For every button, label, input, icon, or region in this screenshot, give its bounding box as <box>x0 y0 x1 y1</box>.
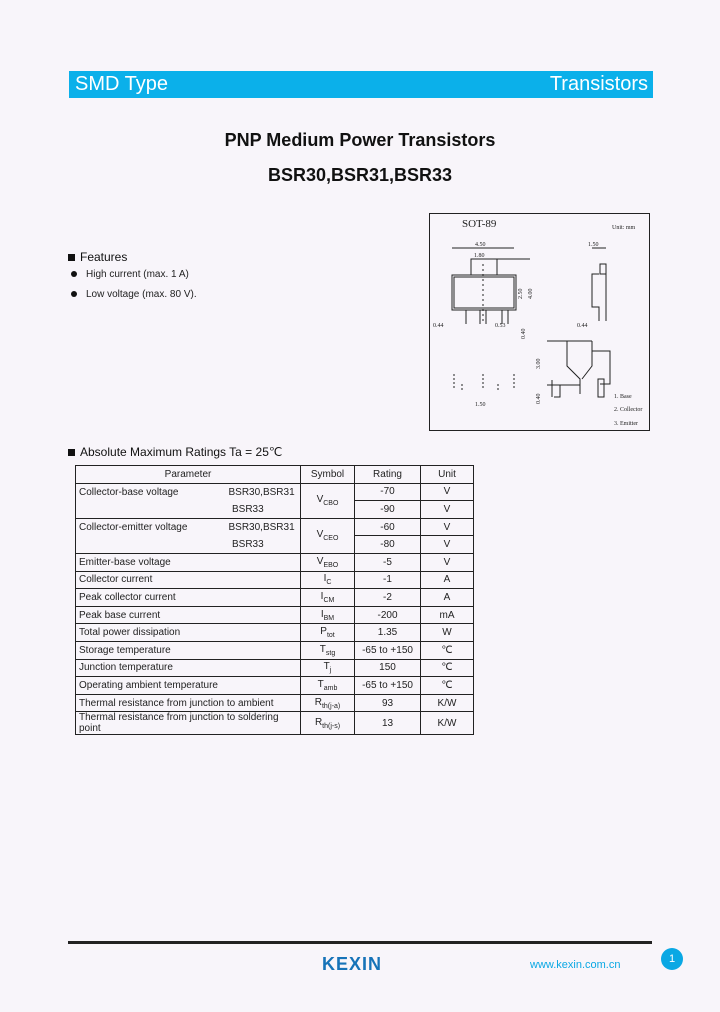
ratings-table <box>75 465 474 735</box>
unit-cell: V <box>421 553 474 571</box>
rating-cell: -65 to +150 <box>355 677 421 695</box>
symbol-cell <box>301 518 355 553</box>
dim-label: 0.40 <box>521 328 527 339</box>
dim-label: 1.50 <box>588 242 599 248</box>
symbol-cell <box>301 483 355 518</box>
unit-cell: K/W <box>421 694 474 712</box>
variant: BSR33 <box>76 536 301 554</box>
feature-item <box>71 269 189 280</box>
unit-cell: ℃ <box>421 659 474 677</box>
dim-label: 4.00 <box>528 288 534 299</box>
unit-cell: W <box>421 624 474 642</box>
package-name: SOT-89 <box>462 218 497 230</box>
symbol: V <box>316 529 324 541</box>
symbol: T <box>319 643 326 655</box>
kexin-logo: KEXIN <box>322 954 383 974</box>
parameter-cell: Collector current <box>76 571 301 589</box>
dim-label: 1.80 <box>474 253 485 259</box>
rating-cell: -5 <box>355 553 421 571</box>
bullet-icon <box>71 291 77 297</box>
symbol-cell <box>301 553 355 571</box>
header-category: Transistors <box>549 73 648 95</box>
symbol-subscript: CBO <box>323 500 339 508</box>
table-row <box>76 501 474 519</box>
symbol: T <box>323 661 330 673</box>
ratings-heading <box>68 445 282 459</box>
table-row <box>76 571 474 589</box>
parameter-cell <box>76 483 301 501</box>
rating-cell: -1 <box>355 571 421 589</box>
symbol-cell <box>301 589 355 607</box>
symbol-cell <box>301 659 355 677</box>
parameter-cell: Total power dissipation <box>76 624 301 642</box>
page-number: 1 <box>661 948 683 970</box>
symbol: P <box>320 626 327 638</box>
rating-cell: 1.35 <box>355 624 421 642</box>
symbol: R <box>314 696 322 708</box>
rating-cell: -90 <box>355 501 421 519</box>
part-numbers: BSR30,BSR31,BSR33 <box>267 165 453 185</box>
dim-label: 2.50 <box>518 288 524 299</box>
table-row <box>76 677 474 695</box>
column-header: Parameter <box>76 466 301 484</box>
rating-cell: -70 <box>355 483 421 501</box>
features-heading <box>68 250 127 264</box>
unit-cell: A <box>421 589 474 607</box>
table-row <box>76 553 474 571</box>
table-row <box>76 694 474 712</box>
symbol: I <box>323 573 327 585</box>
parameter-cell: Emitter-base voltage <box>76 553 301 571</box>
rating-cell: 93 <box>355 694 421 712</box>
variant: BSR30,BSR31 <box>228 486 295 498</box>
parameter-cell: Storage temperature <box>76 641 301 659</box>
parameter-cell: Operating ambient temperature <box>76 677 301 695</box>
table-row <box>76 659 474 677</box>
symbol-subscript: BM <box>323 614 335 622</box>
rating-cell: -60 <box>355 518 421 536</box>
dim-label: 3.00 <box>536 358 542 369</box>
parameter: Collector-emitter voltage <box>79 521 188 533</box>
unit-cell: V <box>421 536 474 554</box>
table-row <box>76 712 474 735</box>
table-row <box>76 606 474 624</box>
parameter-cell <box>76 518 301 536</box>
table-row <box>76 641 474 659</box>
parameter-cell: Junction temperature <box>76 659 301 677</box>
rating-cell: -2 <box>355 589 421 607</box>
symbol-cell <box>301 694 355 712</box>
column-header: Rating <box>355 466 421 484</box>
dim-label: 0.53 <box>495 323 506 329</box>
pin-label: 1. Base <box>614 394 632 400</box>
unit-cell: V <box>421 518 474 536</box>
symbol-subscript: amb <box>323 684 338 692</box>
table-row <box>76 624 474 642</box>
symbol-subscript: j <box>329 667 332 675</box>
symbol: I <box>320 608 324 620</box>
rating-cell: -65 to +150 <box>355 641 421 659</box>
dim-label: 0.44 <box>433 323 444 329</box>
symbol: V <box>316 494 324 506</box>
symbol-cell <box>301 641 355 659</box>
parameter: Collector-base voltage <box>79 486 179 498</box>
unit-cell: V <box>421 501 474 519</box>
parameter-cell: Peak collector current <box>76 589 301 607</box>
symbol: V <box>316 555 324 567</box>
website-link[interactable]: www.kexin.com.cn <box>530 959 621 971</box>
unit-cell: mA <box>421 606 474 624</box>
footer-divider <box>68 941 652 944</box>
symbol-subscript: th(j-a) <box>321 702 341 710</box>
parameter-cell: Thermal resistance from junction to ambient <box>76 694 301 712</box>
square-bullet-icon <box>68 254 75 261</box>
unit-label: Unit: mm <box>612 225 636 231</box>
symbol-cell <box>301 712 355 735</box>
symbol-subscript: C <box>326 579 332 587</box>
dim-label: 4.50 <box>475 242 486 248</box>
document-title: PNP Medium Power Transistors <box>224 130 496 150</box>
symbol-subscript: CEO <box>323 535 339 543</box>
features-heading-text: Features <box>80 250 128 264</box>
unit-cell: K/W <box>421 712 474 735</box>
feature-text: High current (max. 1 A) <box>86 269 189 280</box>
unit-cell: V <box>421 483 474 501</box>
header-bar <box>69 71 653 98</box>
package-drawing <box>429 213 650 431</box>
column-header: Unit <box>421 466 474 484</box>
table-row <box>76 536 474 554</box>
parameter-cell: Thermal resistance from junction to soldering point <box>76 712 301 735</box>
dim-label: 1.50 <box>475 402 486 408</box>
square-bullet-icon <box>68 449 75 456</box>
package-outline-svg <box>430 214 649 430</box>
pin-label: 3. Emitter <box>614 421 638 427</box>
rating-cell: -80 <box>355 536 421 554</box>
feature-item <box>71 289 197 300</box>
symbol-cell <box>301 606 355 624</box>
unit-cell: ℃ <box>421 641 474 659</box>
unit-cell: ℃ <box>421 677 474 695</box>
table-header-row <box>76 466 474 484</box>
rating-cell: -200 <box>355 606 421 624</box>
table-row <box>76 589 474 607</box>
symbol-subscript: EBO <box>323 561 339 569</box>
symbol-cell <box>301 624 355 642</box>
header-type: SMD Type <box>75 73 168 95</box>
table-row <box>76 483 474 501</box>
dim-label: 0.40 <box>536 393 542 404</box>
variant: BSR30,BSR31 <box>228 521 295 533</box>
column-header: Symbol <box>301 466 355 484</box>
symbol-cell <box>301 571 355 589</box>
rating-cell: 150 <box>355 659 421 677</box>
rating-cell: 13 <box>355 712 421 735</box>
ratings-heading-text: Absolute Maximum Ratings Ta = 25℃ <box>80 445 283 459</box>
bullet-icon <box>71 271 77 277</box>
symbol-subscript: CM <box>323 596 335 604</box>
feature-text: Low voltage (max. 80 V). <box>86 289 197 300</box>
dim-label: 0.44 <box>577 323 588 329</box>
symbol: R <box>314 716 323 728</box>
pin-label: 2. Collector <box>614 407 643 413</box>
symbol-subscript: tot <box>326 632 335 640</box>
symbol: T <box>317 678 324 690</box>
parameter-cell: Peak base current <box>76 606 301 624</box>
symbol-subscript: stg <box>325 649 336 657</box>
symbol-subscript: th(j-s) <box>322 722 341 730</box>
symbol-cell <box>301 677 355 695</box>
unit-cell: A <box>421 571 474 589</box>
symbol: I <box>320 590 324 602</box>
table-row <box>76 518 474 536</box>
variant: BSR33 <box>76 501 301 519</box>
